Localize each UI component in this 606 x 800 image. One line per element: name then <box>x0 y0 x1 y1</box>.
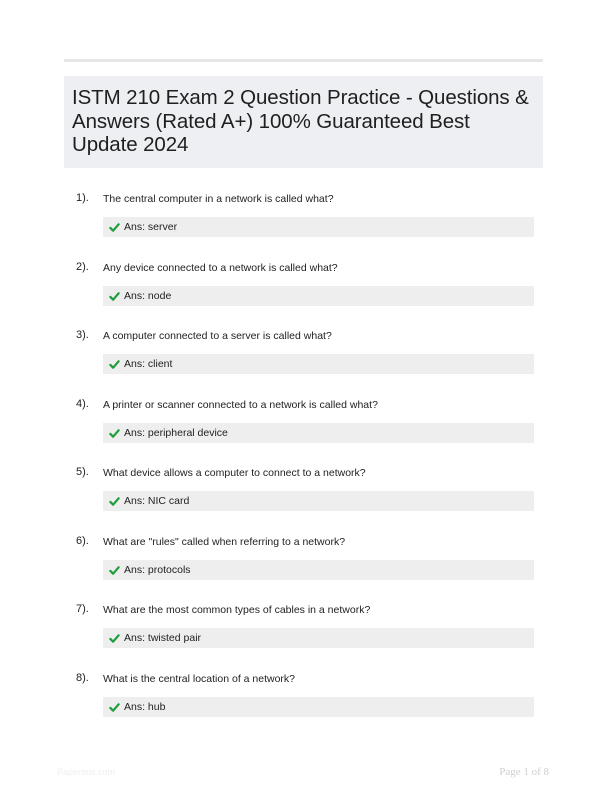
question-item <box>0 466 606 526</box>
question-text: What device allows a computer to connect to a network? <box>103 467 366 479</box>
answer-box <box>103 560 534 580</box>
question-number: 3). <box>76 329 89 341</box>
answer-box <box>103 354 534 374</box>
question-text: The central computer in a network is called what? <box>103 193 334 205</box>
question-text: Any device connected to a network is called what? <box>103 262 338 274</box>
question-item <box>0 535 606 595</box>
answer-text: Ans: node <box>124 290 172 302</box>
question-item <box>0 672 606 732</box>
question-text: A computer connected to a server is called what? <box>103 330 332 342</box>
question-item <box>0 261 606 321</box>
question-text: A printer or scanner connected to a network is called what? <box>103 399 378 411</box>
question-number: 1). <box>76 192 89 204</box>
check-icon <box>109 359 120 370</box>
check-icon <box>109 291 120 302</box>
title-banner <box>64 76 543 168</box>
check-icon <box>109 496 120 507</box>
question-text: What are the most common types of cables in a network? <box>103 604 371 616</box>
question-item <box>0 603 606 663</box>
check-icon <box>109 633 120 644</box>
answer-text: Ans: protocols <box>124 564 191 576</box>
check-icon <box>109 428 120 439</box>
question-text: What is the central location of a network? <box>103 673 296 685</box>
answer-text: Ans: server <box>124 221 178 233</box>
answer-box <box>103 217 534 237</box>
question-number: 6). <box>76 535 89 547</box>
question-number: 5). <box>76 466 89 478</box>
answer-box <box>103 286 534 306</box>
question-item <box>0 329 606 389</box>
question-number: 8). <box>76 672 89 684</box>
check-icon <box>109 702 120 713</box>
check-icon <box>109 222 120 233</box>
answer-text: Ans: NIC card <box>124 495 190 507</box>
answer-text: Ans: hub <box>124 701 166 713</box>
answer-text: Ans: twisted pair <box>124 632 202 644</box>
question-item <box>0 398 606 458</box>
question-number: 4). <box>76 398 89 410</box>
question-text: What are "rules" called when referring to a network? <box>103 536 346 548</box>
answer-text: Ans: client <box>124 358 173 370</box>
answer-box <box>103 491 534 511</box>
question-number: 7). <box>76 603 89 615</box>
question-number: 2). <box>76 261 89 273</box>
answer-box <box>103 697 534 717</box>
answer-box <box>103 628 534 648</box>
top-divider <box>64 59 543 62</box>
watermark-text: Papertest.com <box>57 767 116 777</box>
page-title: ISTM 210 Exam 2 Question Practice - Questions & Answers (Rated A+) 100% Guaranteed Best Update 2024 <box>72 86 529 156</box>
page-indicator: Page 1 of 8 <box>499 766 549 778</box>
check-icon <box>109 565 120 576</box>
question-item <box>0 192 606 252</box>
answer-text: Ans: peripheral device <box>124 427 228 439</box>
answer-box <box>103 423 534 443</box>
